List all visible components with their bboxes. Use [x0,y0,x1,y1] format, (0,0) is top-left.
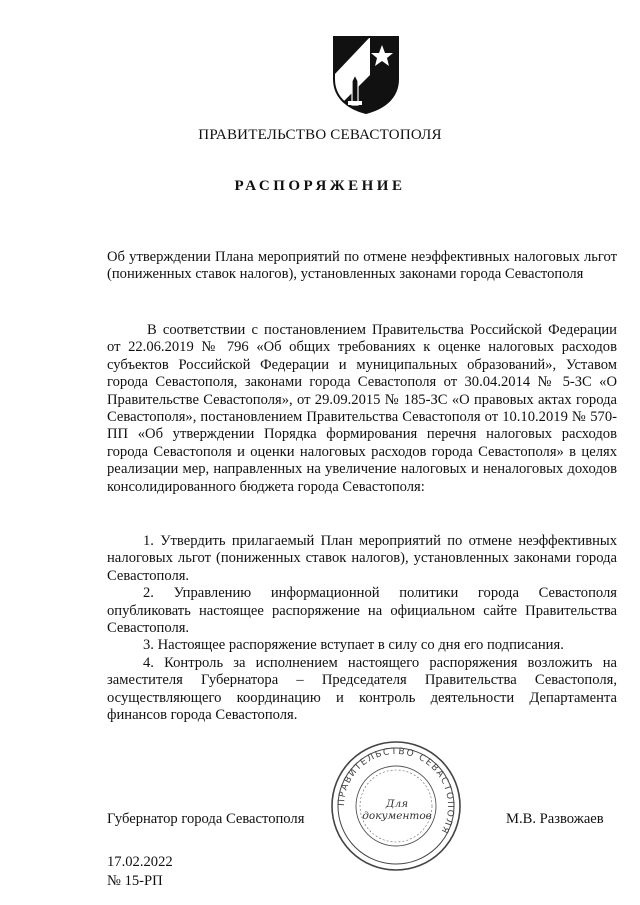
svg-text:ПРАВИТЕЛЬСТВО СЕВАСТОПОЛЯ [337,747,455,836]
order-items-list [107,533,617,724]
organization-title: ПРАВИТЕЛЬСТВО СЕВАСТОПОЛЯ [198,127,442,143]
list-item: 3. Настоящее распоряжение вступает в силу со дня его подписания. [143,637,564,654]
signer-position: Губернатор города Севастополя [107,811,305,827]
document-number: № 15-РП [107,873,163,889]
coat-of-arms-emblem [330,35,402,115]
list-item: 4. Контроль за исполнением настоящего распоряжения возложить на заместителя Губернатора – Председателя Правительства Севастополя, осуществляющего координацию и контроль деятельности Департамента финансов города Севастополя. [107,654,617,724]
preamble-paragraph: В соответствии с постановлением Правительства Российской Федерации от 22.06.2019 № 796 «Об общих требованиях к оценке налоговых расходов субъектов Российской Федерации и муниципальных образований», Уставом города Севастополя, законами города Севастополя от 30.04.2014 № 5-ЗС «О Правительстве Севастополя», от 29.09.2015 № 185-ЗС «О правовых актах города Севастополя», постановлением Правительства Севастополя от 10.10.2019 № 570-ПП «Об утверждении Порядка формирования перечня налоговых расходов города Севастополя и оценки налоговых расходов города Севастополя» в целях реализации мер, направленных на увеличение налоговых и неналоговых доходов консолидированного бюджета города Севастополя: [107,322,617,495]
stamp-inner-text: документов [362,810,432,822]
document-type-heading: РАСПОРЯЖЕНИЕ [234,178,406,194]
stamp-inner-text: Для [385,798,409,810]
list-item: 2. Управлению информационной политики города Севастополя опубликовать настоящее распоряжение на официальном сайте Правительства Севастополя. [107,585,617,637]
document-subject: Об утверждении Плана мероприятий по отмене неэффективных налоговых льгот (пониженных ставок налогов), установленных законами города Севастополя [107,249,617,283]
document-date: 17.02.2022 [107,854,173,870]
stamp-ring-text: ПРАВИТЕЛЬСТВО СЕВАСТОПОЛЯ [336,746,456,836]
list-item: 1. Утвердить прилагаемый План мероприятий по отмене неэффективных налоговых льгот (пониженных ставок налогов), установленных законами города Севастополя. [107,533,617,584]
signer-name: М.В. Развожаев [506,811,604,827]
